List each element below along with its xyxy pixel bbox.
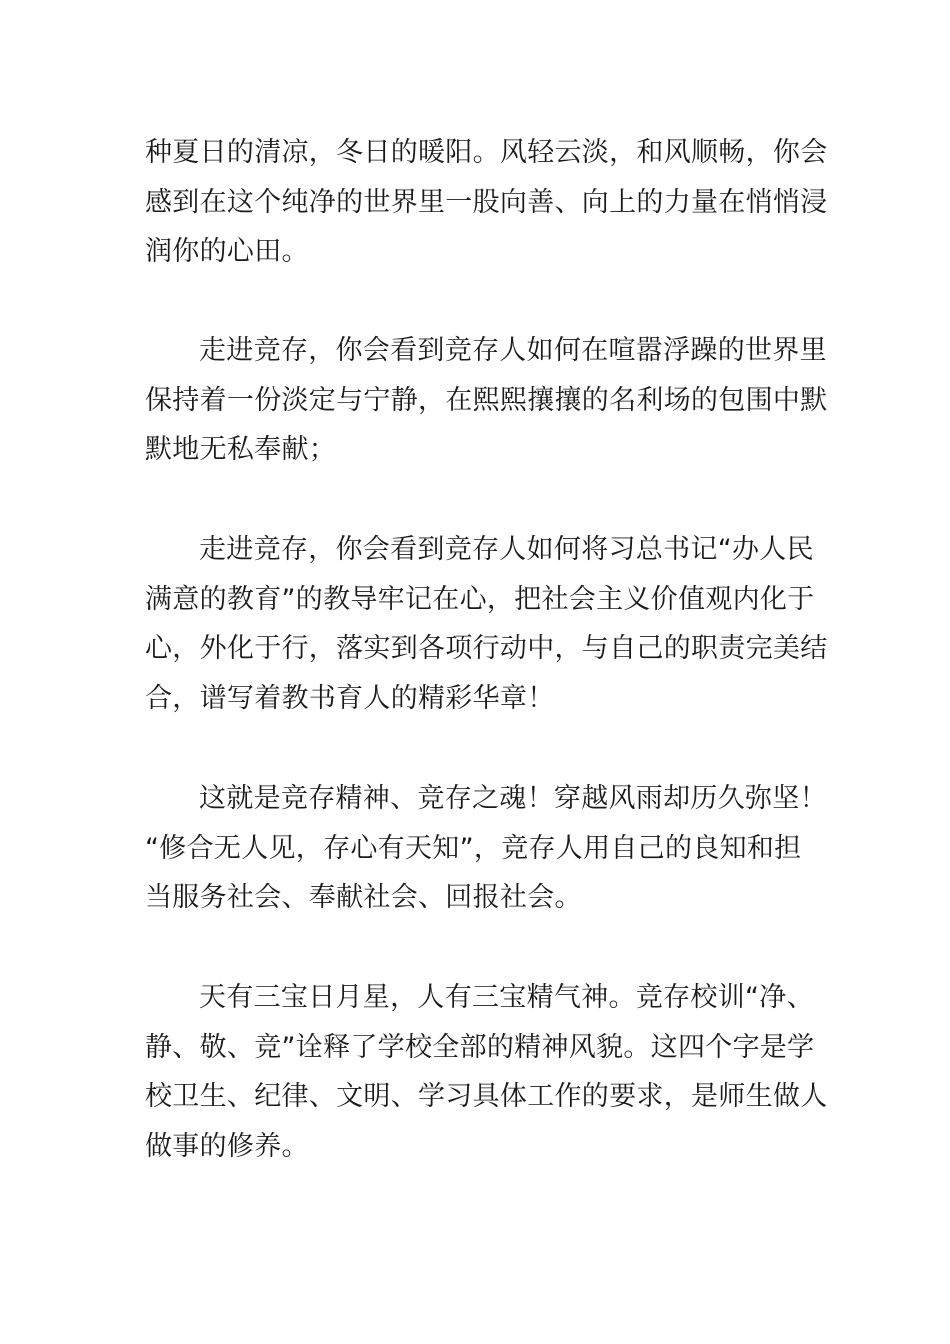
text-line: 心，外化于行，落实到各项行动中，与自己的职责完美结 xyxy=(145,633,828,664)
paragraph-3 xyxy=(145,525,828,723)
text-line: 走进竞存，你会看到竞存人如何将习总书记“办人民 xyxy=(199,534,814,565)
text-line: 满意的教育”的教导牢记在心，把社会主义价值观内化于 xyxy=(145,583,815,615)
paragraph-2 xyxy=(145,326,828,475)
text-line: 校卫生、纪律、文明、学习具体工作的要求，是师生做人 xyxy=(145,1081,828,1112)
text-line: 保持着一份淡定与宁静，在熙熙攘攘的名利场的包围中默 xyxy=(145,384,828,416)
paragraph-5 xyxy=(145,973,828,1171)
text-line: 当服务社会、奉献社会、回报社会。 xyxy=(145,882,582,913)
text-line: 感到在这个纯净的世界里一股向善、向上的力量在悄悄浸 xyxy=(145,186,828,218)
text-line: 润你的心田。 xyxy=(145,236,309,267)
text-line: 走进竞存，你会看到竞存人如何在喧嚣浮躁的世界里 xyxy=(199,335,827,366)
text-line: 天有三宝日月星，人有三宝精气神。竞存校训“净、 xyxy=(199,982,814,1013)
paragraph-4 xyxy=(145,774,827,923)
text-line: 种夏日的清凉，冬日的暖阳。风轻云淡，和风顺畅，你会 xyxy=(145,137,828,168)
paragraph-1 xyxy=(145,128,828,277)
text-line: “修合无人见，存心有天知”，竞存人用自己的良知和担 xyxy=(145,832,802,864)
text-line: 做事的修养。 xyxy=(145,1130,309,1162)
text-line: 合，谱写着教书育人的精彩华章！ xyxy=(145,682,555,714)
text-line: 这就是竞存精神、竞存之魂！穿越风雨却历久弥坚！ xyxy=(199,783,827,814)
text-line: 默地无私奉献； xyxy=(145,434,337,465)
text-line: 静、敬、竞”诠释了学校全部的精神风貌。这四个字是学 xyxy=(145,1031,815,1063)
